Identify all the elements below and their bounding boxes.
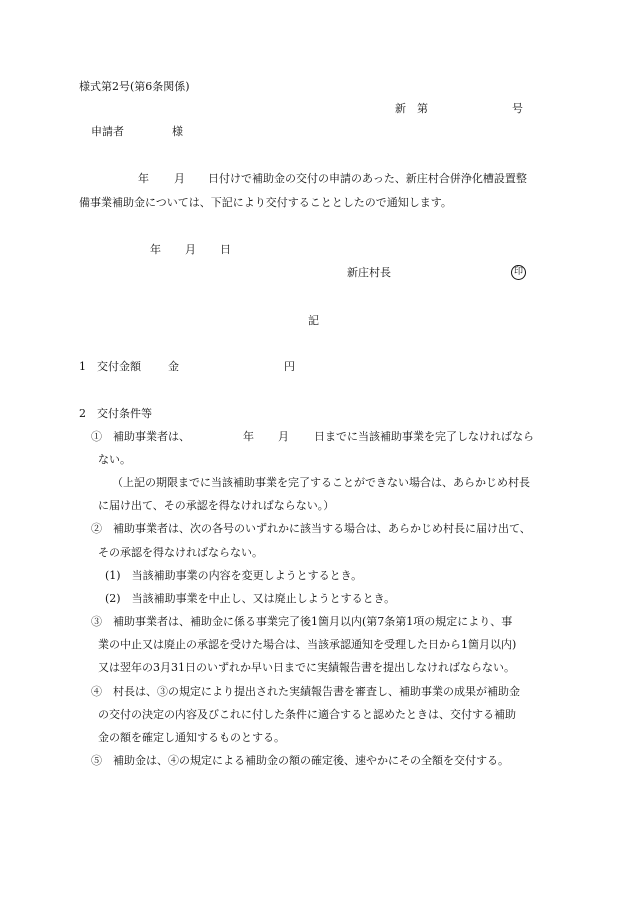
- item1-year: 年: [243, 430, 254, 443]
- seal-mark: 印: [511, 265, 526, 280]
- intro-month: 月: [174, 172, 185, 185]
- ki-heading: 記: [308, 314, 319, 327]
- item1-rest: 日までに当該補助事業を完了しなければなら: [314, 430, 534, 443]
- intro-year: 年: [138, 172, 149, 185]
- item3-line2: 業の中止又は廃止の承認を受けた場合は、当該承認通知を受理した日から1箇月以内): [98, 638, 517, 651]
- item1-cont: ない。: [98, 453, 131, 466]
- applicant-label: 申請者: [91, 125, 124, 138]
- sub-item-2: (2) 当該補助事業を中止し、又は廃止しようとするとき。: [105, 592, 396, 605]
- issuer-title: 新庄村長: [347, 266, 391, 279]
- item3-line3: 又は翌年の3月31日のいずれか早い日までに実績報告書を提出しなければならない。: [98, 661, 515, 674]
- section2-title: 2 交付条件等: [79, 407, 152, 420]
- intro-line2: 備事業補助金については、下記により交付することとしたので通知します。: [79, 196, 452, 209]
- note-line1: （上記の期限までに当該補助事業を完了することができない場合は、あらかじめ村長: [112, 476, 530, 489]
- item1-lead: ① 補助事業者は、: [91, 430, 190, 443]
- note-line2: に届け出て、その承認を得なければならない。）: [98, 499, 335, 512]
- date-month: 月: [185, 243, 196, 256]
- item2-line1: ② 補助事業者は、次の各号のいずれかに該当する場合は、あらかじめ村長に届け出て、: [91, 522, 531, 535]
- date-year: 年: [150, 243, 161, 256]
- item1-month: 月: [278, 430, 289, 443]
- form-number: 様式第2号(第6条関係): [79, 80, 190, 93]
- item4-line2: の交付の決定の内容及びこれに付した条件に適合すると認めたときは、交付する補助: [98, 708, 516, 721]
- item5: ⑤ 補助金は、④の規定による補助金の額の確定後、速やかにその全額を交付する。: [91, 754, 509, 767]
- doc-number-suffix: 号: [512, 102, 523, 115]
- item3-line1: ③ 補助事業者は、補助金に係る事業完了後1箇月以内(第7条第1項の規定により、事: [91, 615, 513, 628]
- date-day: 日: [220, 243, 231, 256]
- item2-line2: その承認を得なければならない。: [98, 546, 263, 559]
- doc-number-prefix: 新 第: [395, 102, 428, 115]
- section1-unit: 円: [284, 360, 295, 373]
- section1-label: 1 交付金額: [79, 360, 141, 373]
- item4-line3: 金の額を確定し通知するものとする。: [98, 731, 285, 744]
- applicant-honorific: 様: [172, 125, 183, 138]
- section1-currency: 金: [168, 360, 179, 373]
- intro-line1: 日付けで補助金の交付の申請のあった、新庄村合併浄化槽設置整: [208, 172, 527, 185]
- sub-item-1: (1) 当該補助事業の内容を変更しようとするとき。: [105, 569, 363, 582]
- item4-line1: ④ 村長は、③の規定により提出された実績報告書を審査し、補助事業の成果が補助金: [91, 685, 520, 698]
